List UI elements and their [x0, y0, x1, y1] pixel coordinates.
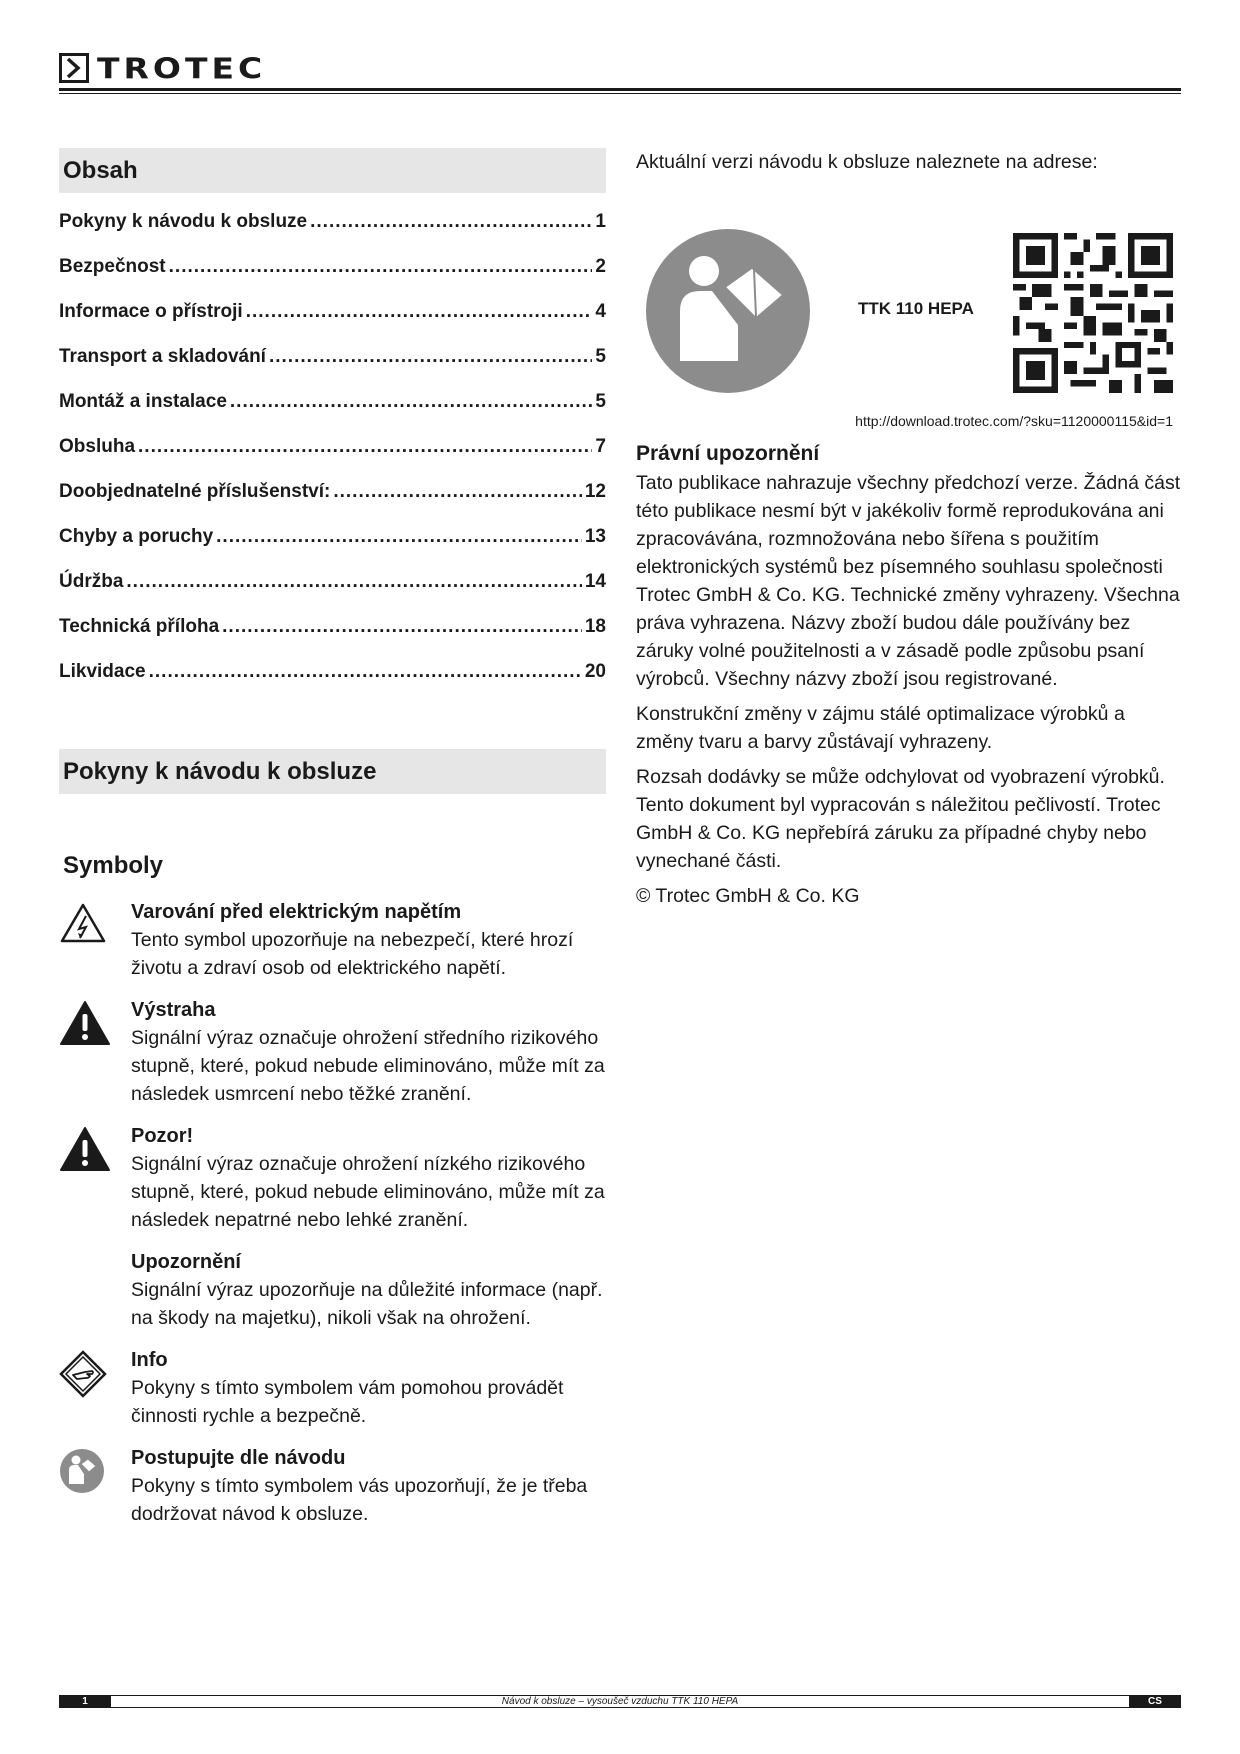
toc-entry[interactable]: Likvidace ..... 20 — [59, 661, 606, 706]
symbol-title: Upozornění — [131, 1251, 241, 1273]
warning-icon — [59, 1000, 111, 1046]
legal-paragraph: Tato publikace nahrazuje všechny předchozí verze. Žádná část této publikace nesmí být v jakékoliv formě reprodukována ani zpracovávána, rozmnožována nebo šířena s použitím elektronických systémů bez písemného souhlasu společnosti Trotec GmbH & Co. KG. Technické změny vyhrazeny. Všechna práva vyhrazena. Názvy zboží budou dále používány bez záruky volné použitelnosti a v zásadě podle způsobu psaní výrobců. Všechny názvy zboží jsou registrované. — [636, 472, 1181, 690]
symbol-title: Pozor! — [131, 1125, 194, 1147]
product-name: TTK 110 HEPA — [858, 299, 974, 318]
toc-entry[interactable]: Údržba ..... 14 — [59, 571, 606, 616]
read-manual-icon — [646, 229, 810, 393]
page-footer — [59, 1695, 1181, 1708]
symbol-entry — [59, 1346, 606, 1430]
table-of-contents — [59, 211, 606, 706]
symbols-heading: Symboly — [63, 852, 164, 879]
download-block — [636, 183, 1181, 429]
toc-entry[interactable]: Informace o přístroji ..... 4 — [59, 301, 606, 346]
download-url[interactable]: http://download.trotec.com/?sku=1120000115&id=1 — [855, 413, 1173, 429]
legal-paragraph: Rozsah dodávky se může odchylovat od vyobrazení výrobků. Tento dokument byl vypracován s náležitou pečlivostí. Trotec GmbH & Co. KG nepřebírá záruku za případné chyby nebo vynechané části. — [636, 766, 1165, 872]
footer-title: Návod k obsluze – vysoušeč vzduchu TTK 110 HEPA — [111, 1695, 1129, 1708]
toc-entry[interactable]: Technická příloha ..... 18 — [59, 616, 606, 661]
symbol-entry — [59, 1248, 606, 1332]
toc-heading: Obsah — [59, 148, 606, 193]
symbol-description: Pokyny s tímto symbolem vás upozorňují, že je třeba dodržovat návod k obsluze. — [131, 1475, 588, 1525]
qr-code[interactable] — [1013, 233, 1173, 393]
symbol-title: Postupujte dle návodu — [131, 1447, 346, 1469]
language-code: CS — [1129, 1695, 1181, 1708]
symbol-entry — [59, 1444, 606, 1528]
symbol-description: Tento symbol upozorňuje na nebezpečí, které hrozí životu a zdraví osob od elektrického napětí. — [131, 929, 574, 979]
symbol-title: Info — [131, 1349, 168, 1371]
legal-paragraph: Konstrukční změny v zájmu stálé optimalizace výrobků a změny tvaru a barvy zůstávají vyhrazeny. — [636, 703, 1125, 753]
download-intro: Aktuální verzi návodu k obsluze naleznete na adrese: — [636, 151, 1098, 173]
symbol-description: Pokyny s tímto symbolem vám pomohou provádět činnosti rychle a bezpečně. — [131, 1377, 564, 1427]
caution-icon — [59, 1126, 111, 1172]
page-number: 1 — [59, 1695, 111, 1708]
symbol-entry — [59, 1122, 606, 1234]
symbol-description: Signální výraz označuje ohrožení středního rizikového stupně, které, pokud nebude eliminováno, může mít za následek usmrcení nebo těžké zranění. — [131, 1027, 605, 1105]
brand-name: TROTEC — [97, 51, 267, 85]
symbol-description: Signální výraz označuje ohrožení nízkého rizikového stupně, které, pokud nebude eliminováno, může mít za následek nepatrné nebo lehké zranění. — [131, 1153, 605, 1231]
toc-entry[interactable]: Doobjednatelné příslušenství: ..... 12 — [59, 481, 606, 526]
toc-entry[interactable]: Bezpečnost ..... 2 — [59, 256, 606, 301]
left-column — [59, 148, 606, 1542]
toc-entry[interactable]: Obsluha ..... 7 — [59, 436, 606, 481]
electric-voltage-warning-icon — [59, 902, 107, 944]
legal-heading: Právní upozornění — [636, 442, 820, 465]
read-manual-icon — [59, 1448, 105, 1494]
instructions-heading: Pokyny k návodu k obsluze — [59, 749, 606, 794]
symbol-title: Výstraha — [131, 999, 216, 1021]
brand-logo — [59, 50, 266, 86]
trotec-logo-icon — [59, 53, 89, 83]
toc-entry[interactable]: Pokyny k návodu k obsluze ..... 1 — [59, 211, 606, 256]
toc-entry[interactable]: Montáž a instalace ..... 5 — [59, 391, 606, 436]
toc-entry[interactable]: Chyby a poruchy ..... 13 — [59, 526, 606, 571]
copyright: © Trotec GmbH & Co. KG — [636, 885, 860, 907]
symbol-entry — [59, 996, 606, 1108]
toc-entry[interactable]: Transport a skladování ..... 5 — [59, 346, 606, 391]
right-column — [636, 148, 1181, 917]
symbol-title: Varování před elektrickým napětím — [131, 901, 462, 923]
info-hand-icon — [59, 1350, 107, 1398]
symbol-entry — [59, 898, 606, 982]
header-divider — [59, 88, 1181, 91]
header-divider-thin — [59, 93, 1181, 94]
symbol-description: Signální výraz upozorňuje na důležité informace (např. na škody na majetku), nikoli však na ohrožení. — [131, 1279, 603, 1329]
